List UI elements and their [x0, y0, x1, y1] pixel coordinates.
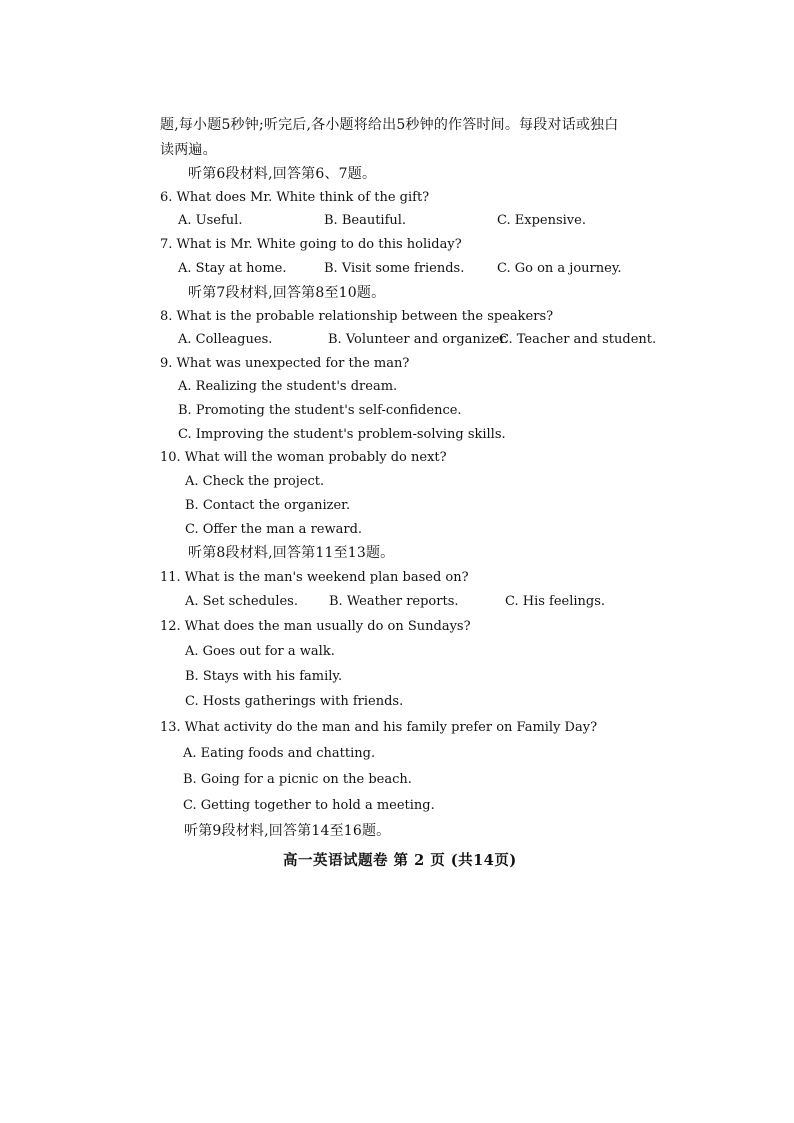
question-8-option-a: A. Colleagues.	[178, 332, 273, 347]
question-6-stem: 6. What does Mr. White think of the gift?	[160, 190, 430, 205]
question-12-option-c: C. Hosts gatherings with friends.	[185, 694, 404, 709]
question-10-stem: 10. What will the woman probably do next?	[160, 450, 447, 465]
question-10-option-b: B. Contact the organizer.	[185, 498, 351, 513]
question-7-option-b: B. Visit some friends.	[324, 261, 465, 276]
question-10-option-c: C. Offer the man a reward.	[185, 522, 363, 537]
question-6-option-c: C. Expensive.	[497, 213, 586, 228]
question-11-option-a: A. Set schedules.	[185, 594, 298, 609]
question-11-option-b: B. Weather reports.	[329, 594, 459, 609]
section-heading-8: 听第8段材料,回答第11至13题。	[188, 545, 395, 561]
question-11-option-c: C. His feelings.	[505, 594, 606, 609]
question-9-stem: 9. What was unexpected for the man?	[160, 356, 410, 371]
section-heading-9: 听第9段材料,回答第14至16题。	[184, 823, 391, 839]
question-13-option-b: B. Going for a picnic on the beach.	[183, 772, 412, 787]
section-heading-7: 听第7段材料,回答第8至10题。	[188, 285, 386, 301]
question-8-option-c: C. Teacher and student.	[499, 332, 657, 347]
question-12-option-a: A. Goes out for a walk.	[185, 644, 335, 659]
question-8-stem: 8. What is the probable relationship between the speakers?	[160, 309, 554, 324]
section-heading-6: 听第6段材料,回答第6、7题。	[188, 166, 377, 182]
intro-line-2: 读两遍。	[160, 142, 217, 158]
question-12-stem: 12. What does the man usually do on Sundays?	[160, 619, 471, 634]
question-9-option-c: C. Improving the student's problem-solving skills.	[178, 427, 506, 442]
question-13-option-a: A. Eating foods and chatting.	[183, 746, 376, 761]
question-7-option-a: A. Stay at home.	[178, 261, 287, 276]
question-10-option-a: A. Check the project.	[185, 474, 325, 489]
question-6-option-a: A. Useful.	[178, 213, 243, 228]
question-11-stem: 11. What is the man's weekend plan based on?	[160, 570, 469, 585]
question-13-option-c: C. Getting together to hold a meeting.	[183, 798, 435, 813]
question-12-option-b: B. Stays with his family.	[185, 669, 343, 684]
question-9-option-b: B. Promoting the student's self-confidence.	[178, 403, 462, 418]
question-8-option-b: B. Volunteer and organizer.	[328, 332, 509, 347]
question-6-option-b: B. Beautiful.	[324, 213, 407, 228]
page-footer: 高一英语试题卷 第 2 页 (共14页)	[283, 852, 517, 869]
question-13-stem: 13. What activity do the man and his family prefer on Family Day?	[160, 720, 598, 735]
intro-line-1: 题,每小题5秒钟;听完后,各小题将给出5秒钟的作答时间。每段对话或独白	[160, 117, 619, 133]
question-9-option-a: A. Realizing the student's dream.	[178, 379, 398, 394]
question-7-option-c: C. Go on a journey.	[497, 261, 622, 276]
question-7-stem: 7. What is Mr. White going to do this holiday?	[160, 237, 462, 252]
